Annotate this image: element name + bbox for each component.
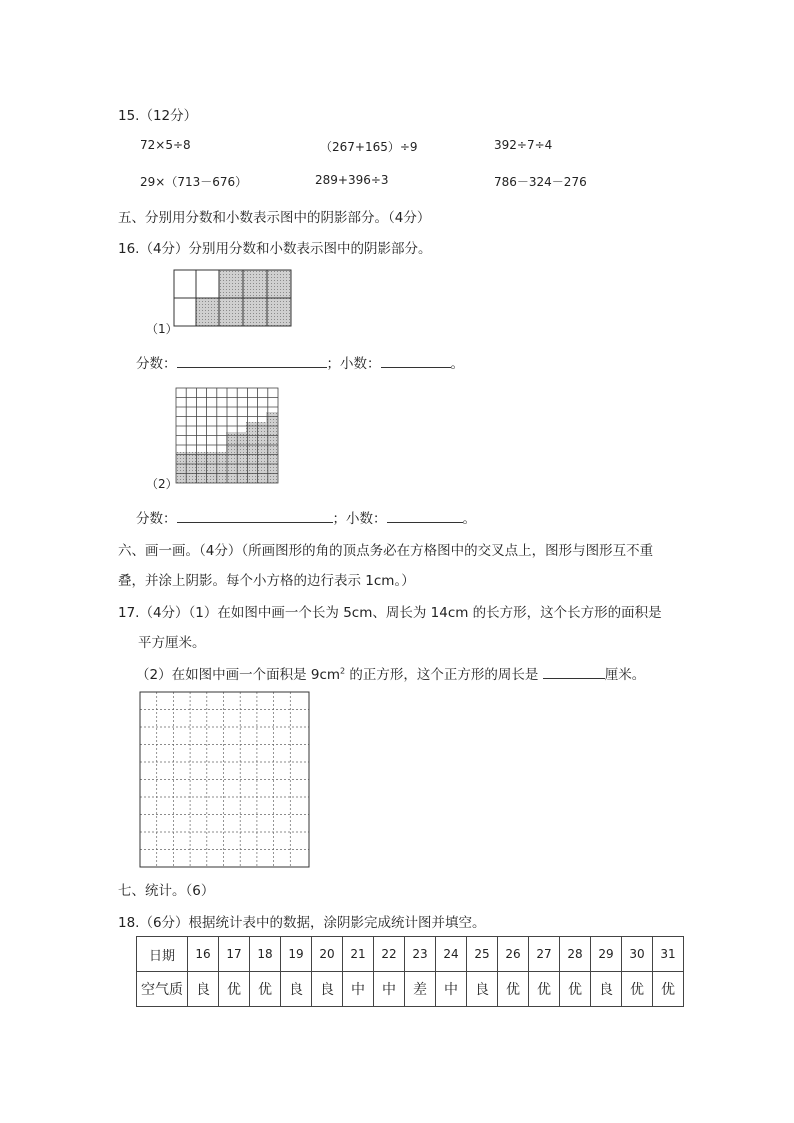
q17-drawing-grid[interactable] [138, 690, 313, 870]
q16-figure-1 [172, 268, 294, 330]
q15-expr-6: 786－324－276 [494, 175, 587, 189]
section-7-title: 七、统计。（6） [118, 883, 215, 899]
q16-figure-2-label: （2） [146, 477, 178, 491]
fraction-label: 分数： [136, 356, 177, 372]
q17-line-1: 17.（4分）（1）在如图中画一个长为 5cm、周长为 14cm 的长方形，这个长方形的面积是 [118, 605, 662, 621]
date-cell: 17 [219, 937, 250, 972]
perimeter-blank[interactable] [543, 666, 605, 679]
quality-cell: 优 [498, 972, 529, 1007]
date-cell: 24 [436, 937, 467, 972]
q17-part2-text-b: 的正方形，这个正方形的周长是 [345, 667, 543, 683]
q15-expr-4: 29×（713－676） [140, 175, 248, 189]
q15-expr-2: （267+165）÷9 [320, 140, 418, 154]
date-cell: 31 [653, 937, 684, 972]
quality-cell: 差 [405, 972, 436, 1007]
superscript-2: 2 [340, 666, 346, 676]
quality-cell: 中 [374, 972, 405, 1007]
quality-cell: 优 [622, 972, 653, 1007]
date-cell: 16 [188, 937, 219, 972]
q15-title: 15.（12分） [118, 108, 198, 124]
date-cell: 22 [374, 937, 405, 972]
date-cell: 20 [312, 937, 343, 972]
q17-line-3 [136, 663, 645, 683]
fraction-blank-1[interactable] [177, 355, 327, 368]
quality-cell: 良 [281, 972, 312, 1007]
q17-part2-text: （2）在如图中画一个面积是 9cm [136, 667, 341, 683]
quality-cell: 良 [312, 972, 343, 1007]
q16-title: 16.（4分）分别用分数和小数表示图中的阴影部分。 [118, 241, 432, 257]
period: 。 [450, 356, 464, 372]
date-cell: 28 [560, 937, 591, 972]
q16-answer-line-1 [136, 352, 464, 372]
quality-cell: 优 [219, 972, 250, 1007]
quality-cell: 良 [188, 972, 219, 1007]
decimal-label: ；小数： [326, 356, 381, 372]
q16-figure-1-label: （1） [146, 322, 178, 336]
section-5-title: 五、分别用分数和小数表示图中的阴影部分。（4分） [118, 210, 431, 226]
quality-cell: 优 [529, 972, 560, 1007]
date-cell: 26 [498, 937, 529, 972]
date-cell: 27 [529, 937, 560, 972]
quality-cell: 良 [467, 972, 498, 1007]
decimal-blank-1[interactable] [381, 355, 451, 368]
date-cell: 30 [622, 937, 653, 972]
fraction-label: 分数： [136, 511, 177, 527]
date-header: 日期 [137, 937, 188, 972]
date-cell: 29 [591, 937, 622, 972]
date-cell: 21 [343, 937, 374, 972]
quality-cell: 良 [591, 972, 622, 1007]
quality-cell: 优 [250, 972, 281, 1007]
quality-cell: 中 [436, 972, 467, 1007]
date-cell: 18 [250, 937, 281, 972]
period: 。 [462, 511, 476, 527]
fraction-blank-2[interactable] [177, 510, 333, 523]
quality-row [137, 972, 684, 1007]
shaded-region-top [219, 270, 291, 298]
quality-header: 空气质 [137, 972, 188, 1007]
quality-cell: 优 [560, 972, 591, 1007]
air-quality-table [136, 936, 684, 1007]
q17-unit: 厘米。 [604, 667, 646, 683]
date-cell: 25 [467, 937, 498, 972]
decimal-blank-2[interactable] [387, 510, 463, 523]
date-row [137, 937, 684, 972]
section-6-line-1: 六、画一画。（4分）（所画图形的角的顶点务必在方格图中的交叉点上，图形与图形互不重 [118, 543, 654, 559]
q17-line-2: 平方厘米。 [138, 635, 206, 651]
quality-cell: 中 [343, 972, 374, 1007]
date-cell: 23 [405, 937, 436, 972]
date-cell: 19 [281, 937, 312, 972]
quality-cell: 优 [653, 972, 684, 1007]
decimal-label: ；小数： [332, 511, 387, 527]
q16-answer-line-2 [136, 507, 476, 527]
q15-expr-3: 392÷7÷4 [494, 138, 553, 152]
q18-title: 18.（6分）根据统计表中的数据，涂阴影完成统计图并填空。 [118, 915, 486, 931]
section-6-line-2: 叠，并涂上阴影。每个小方格的边行表示 1cm。） [118, 573, 415, 589]
q15-expr-5: 289+396÷3 [315, 173, 389, 187]
q15-expr-1: 72×5÷8 [140, 138, 191, 152]
q16-figure-2 [174, 386, 280, 486]
